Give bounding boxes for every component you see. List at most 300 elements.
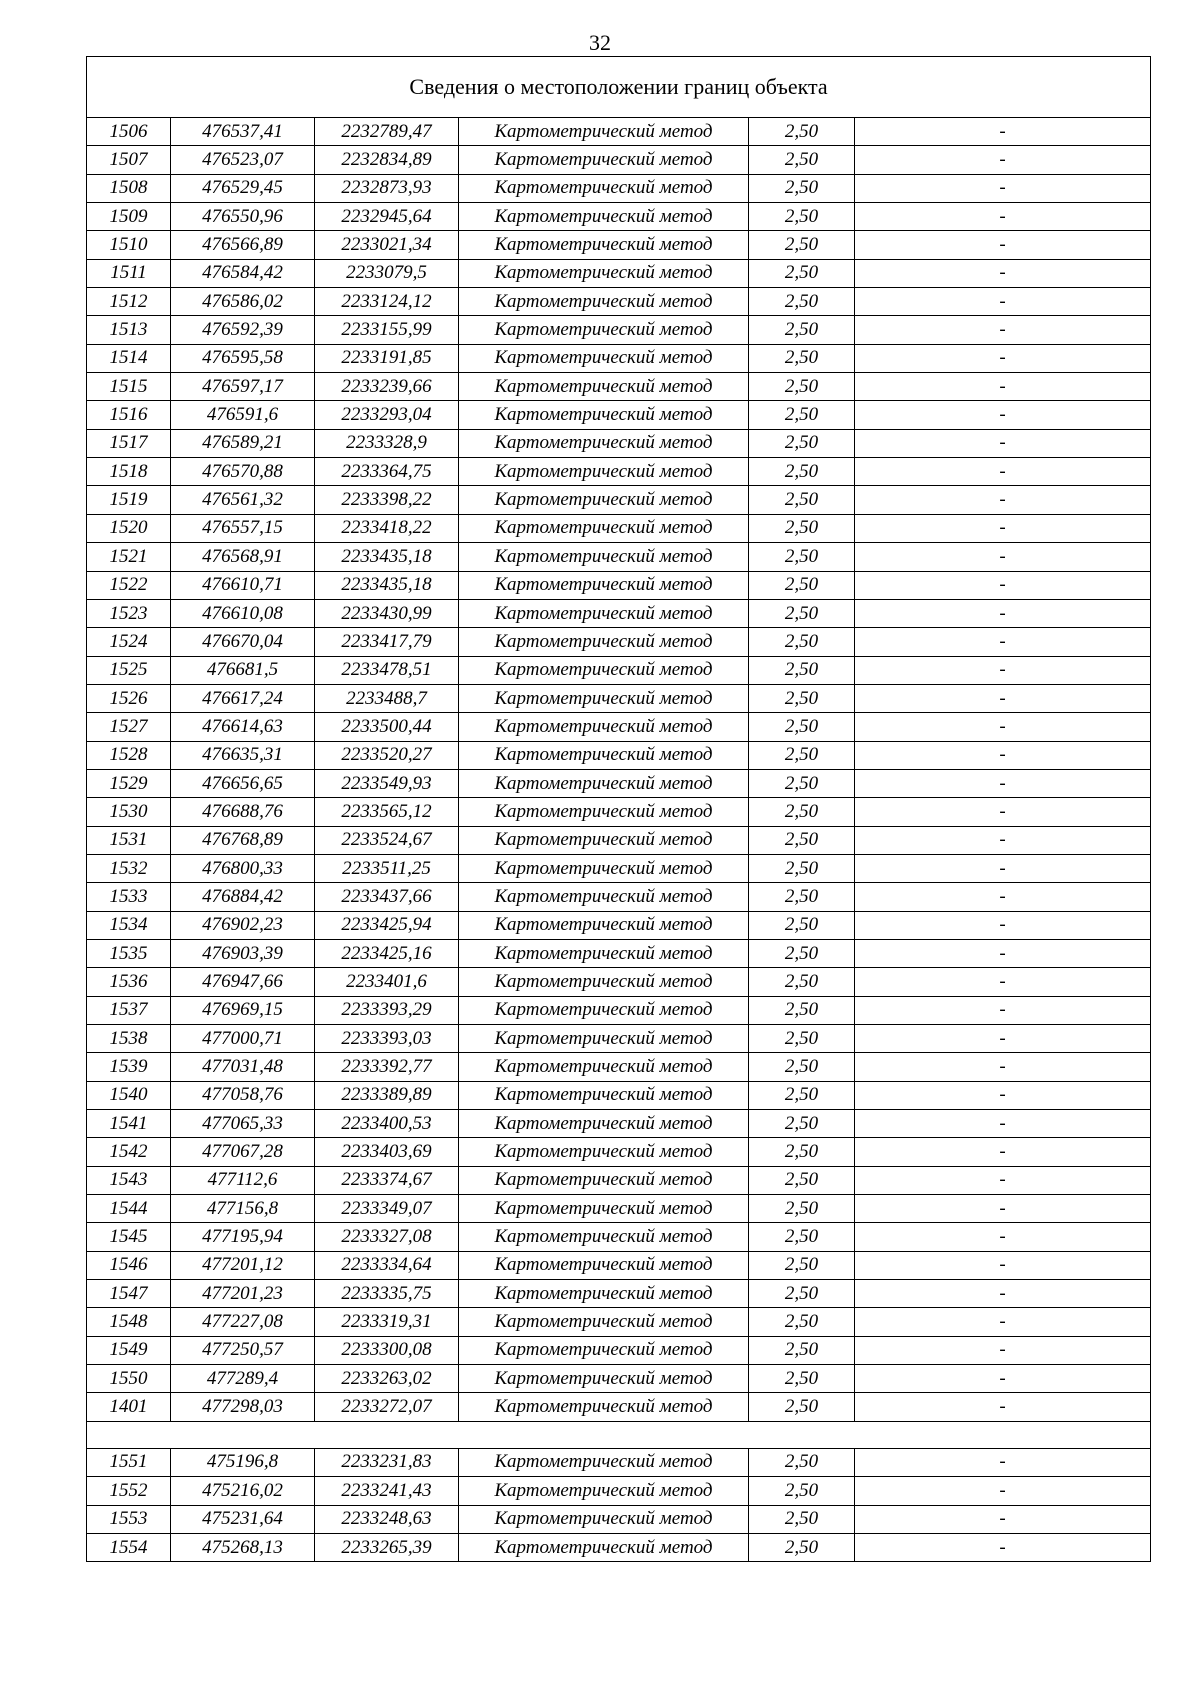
y-coordinate-cell: 2233327,08	[315, 1223, 459, 1251]
description-cell: -	[855, 1533, 1151, 1561]
point-number-cell: 1546	[87, 1251, 171, 1279]
method-cell: Картометрический метод	[459, 656, 749, 684]
point-number-cell: 1516	[87, 401, 171, 429]
table-row	[87, 1138, 1151, 1166]
accuracy-cell: 2,50	[749, 1223, 855, 1251]
y-coordinate-cell: 2233374,67	[315, 1166, 459, 1194]
description-cell: -	[855, 968, 1151, 996]
description-cell: -	[855, 174, 1151, 202]
x-coordinate-cell: 476884,42	[171, 883, 315, 911]
table-row	[87, 1393, 1151, 1421]
x-coordinate-cell: 476617,24	[171, 684, 315, 712]
table-row	[87, 174, 1151, 202]
y-coordinate-cell: 2233364,75	[315, 458, 459, 486]
y-coordinate-cell: 2233478,51	[315, 656, 459, 684]
method-cell: Картометрический метод	[459, 429, 749, 457]
table-row	[87, 146, 1151, 174]
point-number-cell: 1543	[87, 1166, 171, 1194]
x-coordinate-cell: 476656,65	[171, 769, 315, 797]
table-row	[87, 911, 1151, 939]
y-coordinate-cell: 2233300,08	[315, 1336, 459, 1364]
accuracy-cell: 2,50	[749, 1110, 855, 1138]
method-cell: Картометрический метод	[459, 373, 749, 401]
x-coordinate-cell: 477289,4	[171, 1365, 315, 1393]
description-cell: -	[855, 514, 1151, 542]
y-coordinate-cell: 2233191,85	[315, 344, 459, 372]
table-row	[87, 118, 1151, 146]
x-coordinate-cell: 476529,45	[171, 174, 315, 202]
y-coordinate-cell: 2233392,77	[315, 1053, 459, 1081]
y-coordinate-cell: 2233500,44	[315, 713, 459, 741]
table-row	[87, 1308, 1151, 1336]
point-number-cell: 1518	[87, 458, 171, 486]
y-coordinate-cell: 2233400,53	[315, 1110, 459, 1138]
accuracy-cell: 2,50	[749, 1336, 855, 1364]
point-number-cell: 1507	[87, 146, 171, 174]
x-coordinate-cell: 476768,89	[171, 826, 315, 854]
accuracy-cell: 2,50	[749, 1505, 855, 1533]
y-coordinate-cell: 2232873,93	[315, 174, 459, 202]
description-cell: -	[855, 316, 1151, 344]
point-number-cell: 1544	[87, 1195, 171, 1223]
y-coordinate-cell: 2233488,7	[315, 684, 459, 712]
description-cell: -	[855, 401, 1151, 429]
accuracy-cell: 2,50	[749, 996, 855, 1024]
table-row	[87, 231, 1151, 259]
table-row	[87, 1110, 1151, 1138]
description-cell: -	[855, 1195, 1151, 1223]
method-cell: Картометрический метод	[459, 1223, 749, 1251]
point-number-cell: 1519	[87, 486, 171, 514]
description-cell: -	[855, 769, 1151, 797]
accuracy-cell: 2,50	[749, 1308, 855, 1336]
table-row	[87, 713, 1151, 741]
x-coordinate-cell: 475268,13	[171, 1533, 315, 1561]
point-number-cell: 1511	[87, 259, 171, 287]
accuracy-cell: 2,50	[749, 599, 855, 627]
x-coordinate-cell: 476635,31	[171, 741, 315, 769]
y-coordinate-cell: 2233248,63	[315, 1505, 459, 1533]
y-coordinate-cell: 2233272,07	[315, 1393, 459, 1421]
point-number-cell: 1533	[87, 883, 171, 911]
point-number-cell: 1530	[87, 798, 171, 826]
table-row	[87, 288, 1151, 316]
method-cell: Картометрический метод	[459, 826, 749, 854]
accuracy-cell: 2,50	[749, 1280, 855, 1308]
y-coordinate-cell: 2232789,47	[315, 118, 459, 146]
point-number-cell: 1535	[87, 939, 171, 967]
accuracy-cell: 2,50	[749, 713, 855, 741]
accuracy-cell: 2,50	[749, 288, 855, 316]
y-coordinate-cell: 2233401,6	[315, 968, 459, 996]
method-cell: Картометрический метод	[459, 1448, 749, 1476]
method-cell: Картометрический метод	[459, 1251, 749, 1279]
point-number-cell: 1552	[87, 1477, 171, 1505]
description-cell: -	[855, 231, 1151, 259]
description-cell: -	[855, 1251, 1151, 1279]
description-cell: -	[855, 1138, 1151, 1166]
description-cell: -	[855, 1166, 1151, 1194]
description-cell: -	[855, 826, 1151, 854]
table-row	[87, 1336, 1151, 1364]
method-cell: Картометрический метод	[459, 684, 749, 712]
method-cell: Картометрический метод	[459, 1025, 749, 1053]
accuracy-cell: 2,50	[749, 1477, 855, 1505]
point-number-cell: 1529	[87, 769, 171, 797]
accuracy-cell: 2,50	[749, 118, 855, 146]
accuracy-cell: 2,50	[749, 1025, 855, 1053]
x-coordinate-cell: 477298,03	[171, 1393, 315, 1421]
method-cell: Картометрический метод	[459, 854, 749, 882]
method-cell: Картометрический метод	[459, 628, 749, 656]
table-row	[87, 1025, 1151, 1053]
table-row	[87, 1251, 1151, 1279]
table-row	[87, 458, 1151, 486]
accuracy-cell: 2,50	[749, 1365, 855, 1393]
x-coordinate-cell: 476586,02	[171, 288, 315, 316]
method-cell: Картометрический метод	[459, 798, 749, 826]
method-cell: Картометрический метод	[459, 458, 749, 486]
method-cell: Картометрический метод	[459, 939, 749, 967]
table-row	[87, 628, 1151, 656]
method-cell: Картометрический метод	[459, 1081, 749, 1109]
point-number-cell: 1526	[87, 684, 171, 712]
method-cell: Картометрический метод	[459, 571, 749, 599]
x-coordinate-cell: 477156,8	[171, 1195, 315, 1223]
point-number-cell: 1554	[87, 1533, 171, 1561]
x-coordinate-cell: 476592,39	[171, 316, 315, 344]
x-coordinate-cell: 477065,33	[171, 1110, 315, 1138]
accuracy-cell: 2,50	[749, 854, 855, 882]
point-number-cell: 1537	[87, 996, 171, 1024]
y-coordinate-cell: 2233241,43	[315, 1477, 459, 1505]
x-coordinate-cell: 476969,15	[171, 996, 315, 1024]
accuracy-cell: 2,50	[749, 401, 855, 429]
table-row	[87, 1448, 1151, 1476]
description-cell: -	[855, 1081, 1151, 1109]
accuracy-cell: 2,50	[749, 203, 855, 231]
table-row	[87, 543, 1151, 571]
point-number-cell: 1547	[87, 1280, 171, 1308]
y-coordinate-cell: 2233520,27	[315, 741, 459, 769]
table-row	[87, 741, 1151, 769]
accuracy-cell: 2,50	[749, 344, 855, 372]
point-number-cell: 1536	[87, 968, 171, 996]
table-row	[87, 401, 1151, 429]
point-number-cell: 1525	[87, 656, 171, 684]
point-number-cell: 1401	[87, 1393, 171, 1421]
description-cell: -	[855, 911, 1151, 939]
y-coordinate-cell: 2233435,18	[315, 571, 459, 599]
accuracy-cell: 2,50	[749, 1081, 855, 1109]
accuracy-cell: 2,50	[749, 769, 855, 797]
y-coordinate-cell: 2233393,03	[315, 1025, 459, 1053]
x-coordinate-cell: 477227,08	[171, 1308, 315, 1336]
y-coordinate-cell: 2233549,93	[315, 769, 459, 797]
description-cell: -	[855, 1053, 1151, 1081]
y-coordinate-cell: 2233155,99	[315, 316, 459, 344]
description-cell: -	[855, 996, 1151, 1024]
y-coordinate-cell: 2233437,66	[315, 883, 459, 911]
description-cell: -	[855, 1308, 1151, 1336]
method-cell: Картометрический метод	[459, 288, 749, 316]
accuracy-cell: 2,50	[749, 656, 855, 684]
table-row	[87, 599, 1151, 627]
table-row	[87, 1533, 1151, 1561]
group-separator-cell	[87, 1421, 1151, 1448]
description-cell: -	[855, 1110, 1151, 1138]
y-coordinate-cell: 2233079,5	[315, 259, 459, 287]
table-row	[87, 1505, 1151, 1533]
description-cell: -	[855, 1448, 1151, 1476]
x-coordinate-cell: 476523,07	[171, 146, 315, 174]
table-row	[87, 203, 1151, 231]
table-row	[87, 656, 1151, 684]
description-cell: -	[855, 656, 1151, 684]
table-row	[87, 1166, 1151, 1194]
y-coordinate-cell: 2233417,79	[315, 628, 459, 656]
description-cell: -	[855, 1280, 1151, 1308]
table-row	[87, 883, 1151, 911]
method-cell: Картометрический метод	[459, 883, 749, 911]
x-coordinate-cell: 476561,32	[171, 486, 315, 514]
table-row	[87, 939, 1151, 967]
description-cell: -	[855, 599, 1151, 627]
accuracy-cell: 2,50	[749, 174, 855, 202]
x-coordinate-cell: 476570,88	[171, 458, 315, 486]
y-coordinate-cell: 2233265,39	[315, 1533, 459, 1561]
description-cell: -	[855, 1505, 1151, 1533]
y-coordinate-cell: 2233263,02	[315, 1365, 459, 1393]
description-cell: -	[855, 854, 1151, 882]
x-coordinate-cell: 476902,23	[171, 911, 315, 939]
x-coordinate-cell: 476681,5	[171, 656, 315, 684]
method-cell: Картометрический метод	[459, 741, 749, 769]
y-coordinate-cell: 2233231,83	[315, 1448, 459, 1476]
description-cell: -	[855, 713, 1151, 741]
x-coordinate-cell: 477031,48	[171, 1053, 315, 1081]
y-coordinate-cell: 2233293,04	[315, 401, 459, 429]
table-row	[87, 1365, 1151, 1393]
y-coordinate-cell: 2233349,07	[315, 1195, 459, 1223]
page-number: 32	[589, 30, 611, 55]
table-row	[87, 968, 1151, 996]
table-row	[87, 344, 1151, 372]
x-coordinate-cell: 477250,57	[171, 1336, 315, 1364]
description-cell: -	[855, 344, 1151, 372]
accuracy-cell: 2,50	[749, 1533, 855, 1561]
table-row	[87, 996, 1151, 1024]
description-cell: -	[855, 259, 1151, 287]
y-coordinate-cell: 2233425,94	[315, 911, 459, 939]
x-coordinate-cell: 476550,96	[171, 203, 315, 231]
x-coordinate-cell: 476595,58	[171, 344, 315, 372]
y-coordinate-cell: 2233435,18	[315, 543, 459, 571]
accuracy-cell: 2,50	[749, 968, 855, 996]
x-coordinate-cell: 476584,42	[171, 259, 315, 287]
boundary-coordinates-table	[86, 56, 1151, 1562]
table-header: Сведения о местоположении границ объекта	[87, 57, 1151, 118]
accuracy-cell: 2,50	[749, 798, 855, 826]
point-number-cell: 1512	[87, 288, 171, 316]
x-coordinate-cell: 476688,76	[171, 798, 315, 826]
description-cell: -	[855, 939, 1151, 967]
point-number-cell: 1510	[87, 231, 171, 259]
y-coordinate-cell: 2233418,22	[315, 514, 459, 542]
method-cell: Картометрический метод	[459, 911, 749, 939]
method-cell: Картометрический метод	[459, 259, 749, 287]
description-cell: -	[855, 118, 1151, 146]
table-row	[87, 571, 1151, 599]
x-coordinate-cell: 477058,76	[171, 1081, 315, 1109]
point-number-cell: 1522	[87, 571, 171, 599]
description-cell: -	[855, 571, 1151, 599]
accuracy-cell: 2,50	[749, 826, 855, 854]
x-coordinate-cell: 475216,02	[171, 1477, 315, 1505]
group-separator-row	[87, 1421, 1151, 1448]
point-number-cell: 1520	[87, 514, 171, 542]
point-number-cell: 1532	[87, 854, 171, 882]
accuracy-cell: 2,50	[749, 684, 855, 712]
table-body	[87, 57, 1151, 1562]
method-cell: Картометрический метод	[459, 118, 749, 146]
description-cell: -	[855, 1393, 1151, 1421]
accuracy-cell: 2,50	[749, 1138, 855, 1166]
point-number-cell: 1538	[87, 1025, 171, 1053]
y-coordinate-cell: 2233393,29	[315, 996, 459, 1024]
description-cell: -	[855, 1223, 1151, 1251]
y-coordinate-cell: 2233430,99	[315, 599, 459, 627]
table-row	[87, 1280, 1151, 1308]
y-coordinate-cell: 2233398,22	[315, 486, 459, 514]
accuracy-cell: 2,50	[749, 486, 855, 514]
x-coordinate-cell: 475196,8	[171, 1448, 315, 1476]
point-number-cell: 1514	[87, 344, 171, 372]
description-cell: -	[855, 1477, 1151, 1505]
y-coordinate-cell: 2233524,67	[315, 826, 459, 854]
point-number-cell: 1540	[87, 1081, 171, 1109]
description-cell: -	[855, 373, 1151, 401]
table-row	[87, 1223, 1151, 1251]
point-number-cell: 1521	[87, 543, 171, 571]
method-cell: Картометрический метод	[459, 1138, 749, 1166]
description-cell: -	[855, 684, 1151, 712]
point-number-cell: 1513	[87, 316, 171, 344]
point-number-cell: 1534	[87, 911, 171, 939]
description-cell: -	[855, 1336, 1151, 1364]
method-cell: Картометрический метод	[459, 543, 749, 571]
point-number-cell: 1549	[87, 1336, 171, 1364]
y-coordinate-cell: 2233389,89	[315, 1081, 459, 1109]
x-coordinate-cell: 477000,71	[171, 1025, 315, 1053]
x-coordinate-cell: 476670,04	[171, 628, 315, 656]
method-cell: Картометрический метод	[459, 1166, 749, 1194]
accuracy-cell: 2,50	[749, 628, 855, 656]
accuracy-cell: 2,50	[749, 259, 855, 287]
method-cell: Картометрический метод	[459, 401, 749, 429]
table-row	[87, 854, 1151, 882]
method-cell: Картометрический метод	[459, 316, 749, 344]
description-cell: -	[855, 486, 1151, 514]
method-cell: Картометрический метод	[459, 174, 749, 202]
y-coordinate-cell: 2233124,12	[315, 288, 459, 316]
point-number-cell: 1515	[87, 373, 171, 401]
point-number-cell: 1539	[87, 1053, 171, 1081]
method-cell: Картометрический метод	[459, 344, 749, 372]
accuracy-cell: 2,50	[749, 373, 855, 401]
accuracy-cell: 2,50	[749, 1195, 855, 1223]
method-cell: Картометрический метод	[459, 1336, 749, 1364]
method-cell: Картометрический метод	[459, 713, 749, 741]
x-coordinate-cell: 476597,17	[171, 373, 315, 401]
method-cell: Картометрический метод	[459, 599, 749, 627]
x-coordinate-cell: 476614,63	[171, 713, 315, 741]
table-row	[87, 1053, 1151, 1081]
y-coordinate-cell: 2233425,16	[315, 939, 459, 967]
accuracy-cell: 2,50	[749, 231, 855, 259]
description-cell: -	[855, 458, 1151, 486]
method-cell: Картометрический метод	[459, 1365, 749, 1393]
method-cell: Картометрический метод	[459, 231, 749, 259]
table-row	[87, 798, 1151, 826]
method-cell: Картометрический метод	[459, 1477, 749, 1505]
x-coordinate-cell: 476537,41	[171, 118, 315, 146]
method-cell: Картометрический метод	[459, 996, 749, 1024]
x-coordinate-cell: 476610,71	[171, 571, 315, 599]
table-header-row	[87, 57, 1151, 118]
accuracy-cell: 2,50	[749, 1393, 855, 1421]
x-coordinate-cell: 476610,08	[171, 599, 315, 627]
description-cell: -	[855, 1365, 1151, 1393]
method-cell: Картометрический метод	[459, 1393, 749, 1421]
point-number-cell: 1523	[87, 599, 171, 627]
point-number-cell: 1509	[87, 203, 171, 231]
accuracy-cell: 2,50	[749, 1053, 855, 1081]
accuracy-cell: 2,50	[749, 429, 855, 457]
y-coordinate-cell: 2233319,31	[315, 1308, 459, 1336]
table-row	[87, 259, 1151, 287]
x-coordinate-cell: 477195,94	[171, 1223, 315, 1251]
table-row	[87, 514, 1151, 542]
accuracy-cell: 2,50	[749, 939, 855, 967]
accuracy-cell: 2,50	[749, 514, 855, 542]
x-coordinate-cell: 476589,21	[171, 429, 315, 457]
x-coordinate-cell: 476568,91	[171, 543, 315, 571]
point-number-cell: 1550	[87, 1365, 171, 1393]
y-coordinate-cell: 2232834,89	[315, 146, 459, 174]
table-row	[87, 486, 1151, 514]
y-coordinate-cell: 2233511,25	[315, 854, 459, 882]
y-coordinate-cell: 2233334,64	[315, 1251, 459, 1279]
y-coordinate-cell: 2233565,12	[315, 798, 459, 826]
method-cell: Картометрический метод	[459, 514, 749, 542]
y-coordinate-cell: 2233239,66	[315, 373, 459, 401]
description-cell: -	[855, 798, 1151, 826]
method-cell: Картометрический метод	[459, 1053, 749, 1081]
x-coordinate-cell: 476947,66	[171, 968, 315, 996]
x-coordinate-cell: 476566,89	[171, 231, 315, 259]
point-number-cell: 1508	[87, 174, 171, 202]
table-row	[87, 373, 1151, 401]
method-cell: Картометрический метод	[459, 968, 749, 996]
description-cell: -	[855, 628, 1151, 656]
table-row	[87, 1195, 1151, 1223]
description-cell: -	[855, 429, 1151, 457]
accuracy-cell: 2,50	[749, 741, 855, 769]
table-row	[87, 1477, 1151, 1505]
description-cell: -	[855, 741, 1151, 769]
point-number-cell: 1542	[87, 1138, 171, 1166]
